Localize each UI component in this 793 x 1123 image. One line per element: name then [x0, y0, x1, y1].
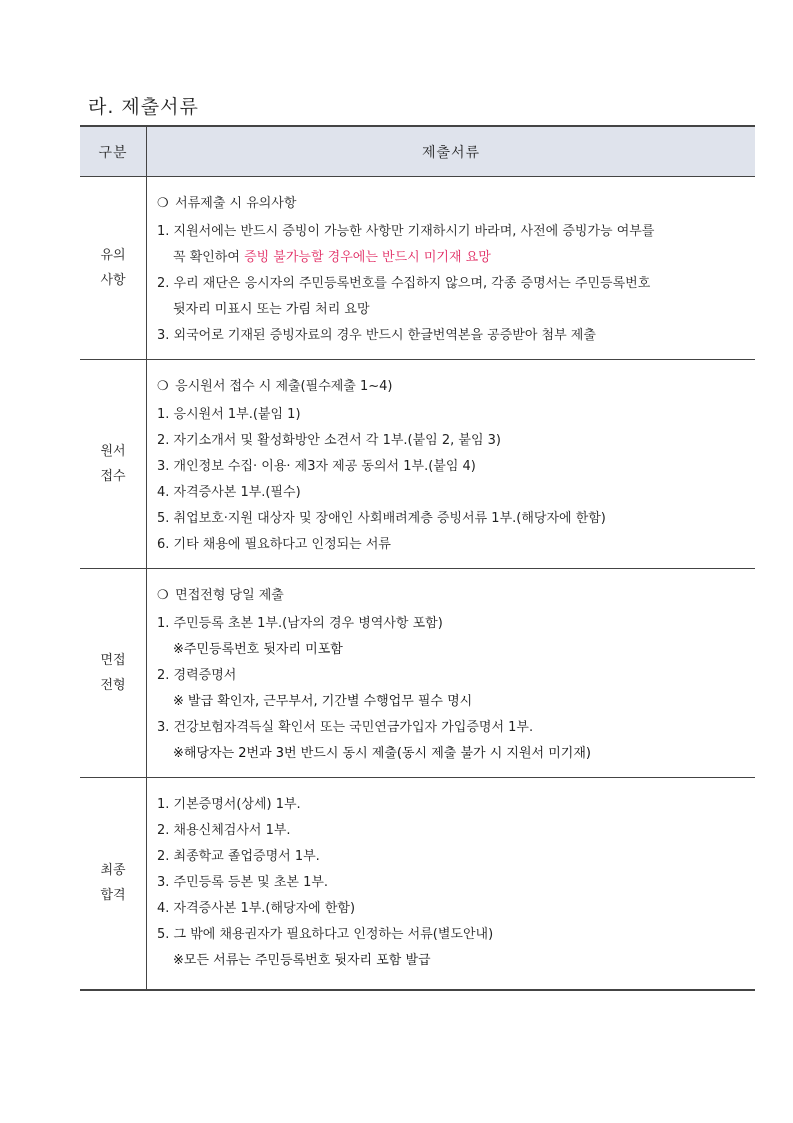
list-head — [157, 374, 745, 402]
list-item: 1. 주민등록 초본 1부.(남자의 경우 병역사항 포함) — [157, 616, 443, 631]
list-item: 2. 최종학교 졸업증명서 1부. — [157, 849, 320, 864]
list-item-continuation — [157, 245, 745, 271]
content-cell — [147, 778, 756, 990]
table-row — [80, 778, 755, 990]
category-line: 합격 — [100, 888, 126, 904]
red-highlight-text: 증빙 불가능할 경우에는 반드시 미기재 요망 — [244, 250, 491, 265]
category-line: 사항 — [100, 273, 126, 288]
category-cell — [80, 177, 147, 360]
category-cell — [80, 569, 147, 778]
list-item: 3. 주민등록 등본 및 초본 1부. — [157, 875, 329, 890]
list-item: 4. 자격증사본 1부.(해당자에 한함) — [157, 901, 356, 916]
list-item: 3. 외국어로 기재된 증빙자료의 경우 반드시 한글번역본을 공증받아 첨부 제출 — [157, 328, 596, 343]
content-cell — [147, 177, 756, 360]
list-item: 4. 자격증사본 1부.(필수) — [157, 485, 301, 500]
list-item: 2. 채용신체검사서 1부. — [157, 823, 291, 838]
category-line: 유의 — [100, 248, 126, 263]
list-item: 2. 자기소개서 및 활성화방안 소견서 각 1부.(붙임 2, 붙임 3) — [157, 433, 501, 448]
emphasis-text: 뒷자리 미표시 — [173, 302, 253, 317]
table-row — [80, 569, 755, 778]
list-item: 3. 개인정보 수집· 이용· 제3자 제공 동의서 1부.(붙임 4) — [157, 459, 476, 474]
continuation-text: 또는 — [252, 302, 286, 317]
category-line: 전형 — [100, 678, 126, 693]
list-item: 6. 기타 채용에 필요하다고 인정되는 서류 — [157, 537, 391, 552]
list-item: 1. 응시원서 1부.(붙임 1) — [157, 407, 301, 422]
note-item: ※ 발급 확인자, 근무부서, 기간별 수행업무 필수 명시 — [173, 694, 473, 709]
content-cell — [147, 569, 756, 778]
table-row — [80, 360, 755, 569]
list-item: 2. 우리 재단은 응시자의 주민등록번호를 수집하지 않으며, 각종 증명서는 주민등록번호 — [157, 276, 651, 291]
header-category: 구분 — [80, 126, 147, 177]
note-item: ※해당자는 2번과 3번 반드시 동시 제출(동시 제출 불가 시 지원서 미기재) — [173, 746, 591, 761]
submission-documents-table — [80, 125, 755, 991]
circle-bullet-icon: ❍ — [157, 379, 169, 394]
content-cell — [147, 360, 756, 569]
emphasis-text: 가림 — [285, 302, 311, 317]
circle-bullet-icon: ❍ — [157, 196, 169, 211]
continuation-text: 처리 요망 — [311, 302, 370, 317]
category-cell — [80, 360, 147, 569]
table-row — [80, 177, 755, 360]
list-item: 2. 경력증명서 — [157, 668, 237, 683]
list-item-continuation — [157, 297, 745, 323]
list-head-text: 응시원서 접수 시 제출(필수제출 1~4) — [175, 379, 393, 394]
list-item: 3. 건강보험자격득실 확인서 또는 국민연금가입자 가입증명서 1부. — [157, 720, 534, 735]
list-item: 5. 그 밖에 채용권자가 필요하다고 인정하는 서류(별도안내) — [157, 927, 494, 942]
category-cell — [80, 778, 147, 990]
header-documents: 제출서류 — [147, 126, 756, 177]
circle-bullet-icon: ❍ — [157, 588, 169, 603]
category-line: 면접 — [100, 653, 126, 668]
category-line: 원서 — [100, 444, 126, 459]
table-header-row — [80, 126, 755, 177]
list-item: 1. 지원서에는 반드시 증빙이 가능한 사항만 기재하시기 바라며, 사전에 증빙가능 여부를 — [157, 224, 655, 239]
note-item: ※주민등록번호 뒷자리 미포함 — [173, 642, 343, 657]
continuation-text: 꼭 확인하여 — [173, 250, 245, 265]
note-item: ※모든 서류는 주민등록번호 뒷자리 포함 발급 — [173, 953, 431, 968]
category-line: 최종 — [100, 863, 126, 879]
section-title: 라. 제출서류 — [88, 96, 199, 118]
list-head-text: 서류제출 시 유의사항 — [175, 196, 297, 211]
list-item: 1. 기본증명서(상세) 1부. — [157, 797, 301, 812]
list-head-text: 면접전형 당일 제출 — [175, 588, 284, 603]
list-head — [157, 583, 745, 611]
category-line: 접수 — [100, 469, 126, 484]
list-item: 5. 취업보호·지원 대상자 및 장애인 사회배려계층 증빙서류 1부.(해당자에 한함) — [157, 511, 606, 526]
list-head — [157, 191, 745, 219]
